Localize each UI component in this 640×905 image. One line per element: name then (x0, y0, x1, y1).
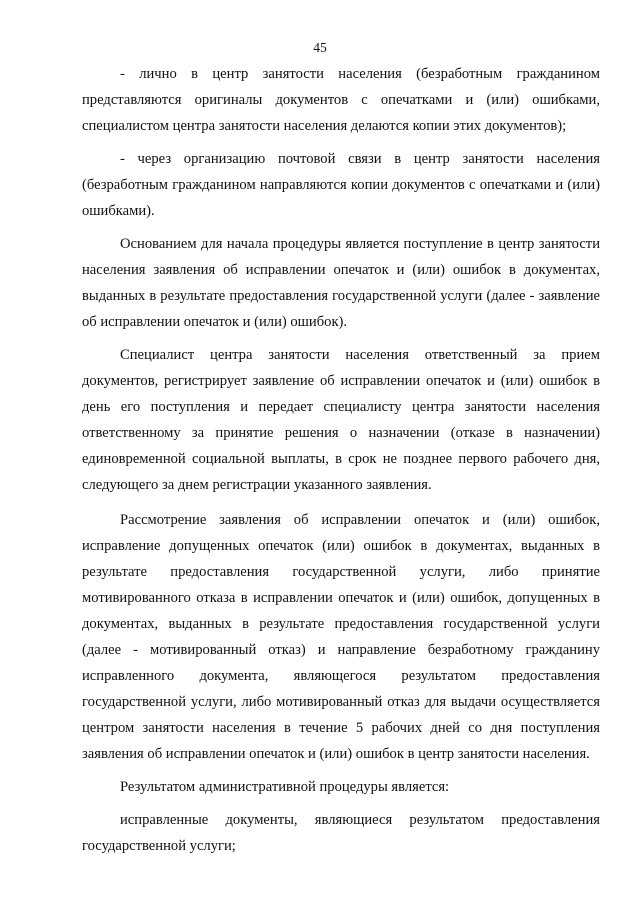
page-number: 45 (313, 40, 327, 55)
paragraph-basis: Основанием для начала процедуры является поступление в центр занятости населения заявления об исправлении опечаток и (или) ошибок в документах, выданных в результате предоставления государственной услуги (далее - заявление об исправлении опечаток и (или) ошибок). (82, 236, 600, 330)
paragraph-result-heading: Результатом административной процедуры является: (120, 779, 450, 795)
paragraph-specialist: Специалист центра занятости населения ответственный за прием документов, регистрирует заявление об исправлении опечаток и (или) ошибок в день его поступления и передает специалисту центра занятости населения ответственному за принятие решения о назначении (отказе в назначении) единовременной социальной выплаты, в срок не позднее первого рабочего дня, следующего за днем регистрации указанного заявления. (82, 347, 600, 493)
paragraph-result-item: исправленные документы, являющиеся результатом предоставления государственной услуги; (82, 812, 600, 854)
document-body (82, 61, 600, 859)
paragraph-by-mail: - через организацию почтовой связи в центр занятости населения (безработным гражданином направляются копии документов с опечатками и (или) ошибками). (82, 151, 600, 219)
paragraph-review: Рассмотрение заявления об исправлении опечаток и (или) ошибок, исправление допущенных опечаток (или) ошибок в документах, выданных в результате предоставления государственной услуги, либо принятие мотивированного отказа в исправлении опечаток и (или) ошибок, допущенных в документах, выданных в результате предоставления государственной услуги (далее - мотивированный отказ) и направление безработному гражданину исправленного документа, являющегося результатом предоставления государственной услуги, либо мотивированный отказ для выдачи осуществляется центром занятости населения в течение 5 рабочих дней со дня поступления заявления об исправлении опечаток и (или) ошибок в центр занятости населения. (82, 512, 600, 762)
paragraph-in-person: - лично в центр занятости населения (безработным гражданином представляются оригиналы документов с опечатками и (или) ошибками, специалистом центра занятости населения делаются копии этих документов); (82, 66, 600, 134)
